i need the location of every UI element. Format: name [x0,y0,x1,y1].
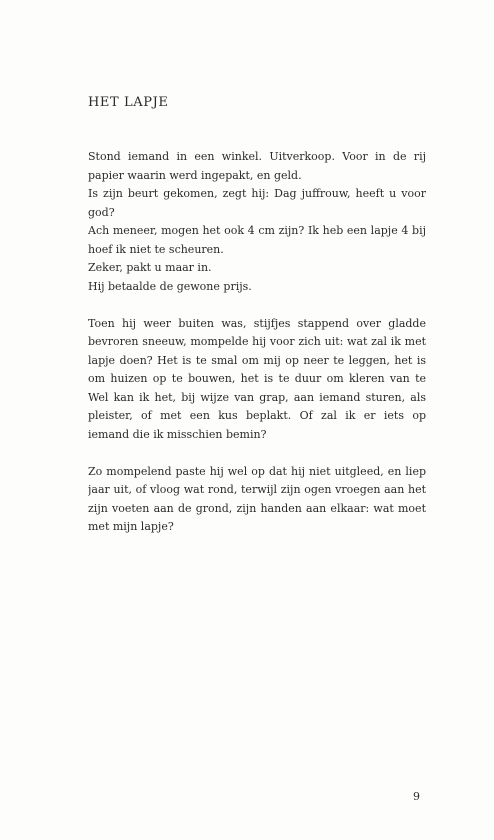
text-line: Wel kan ik het, bij wijze van grap, aan iemand sturen, als [88,390,426,404]
text-line: god? [88,205,115,219]
text-line: lapje doen? Het is te smal om mij op neer te leggen, het is [88,353,426,367]
text-line: iemand die ik misschien bemin? [88,427,267,441]
text-line: Toen hij weer buiten was, stijfjes stappend over gladde [88,316,426,330]
text-line: Stond iemand in een winkel. Uitverkoop. Voor in de rij [88,150,426,163]
text-line: met mijn lapje? [88,520,174,533]
paragraph-gap [88,296,426,315]
text-line: jaar uit, of vloog wat rond, terwijl zijn ogen vroegen aan het [88,483,426,496]
paragraph-1 [88,148,426,296]
text-line: papier waarin werd ingepakt, en geld. [88,168,302,182]
page-number: 9 [413,790,420,803]
story-text [88,148,426,537]
text-line: Ach meneer, mogen het ook 4 cm zijn? Ik heb een lapje 4 bij [88,224,426,237]
text-line: Zo mompelend paste hij wel op dat hij niet uitgleed, en liep [88,464,426,478]
text-line: om huizen op te bouwen, het is te duur om kleren van te [88,372,426,385]
text-line: hoef ik niet te scheuren. [88,242,224,256]
paragraph-gap [88,444,426,463]
chapter-title: HET LAPJE [88,95,169,110]
text-line: pleister, of met een kus beplakt. Of zal ik er iets op [88,409,426,422]
paragraph-2 [88,315,426,445]
paragraph-3 [88,463,426,537]
text-line: bevroren sneeuw, mompelde hij voor zich uit: wat zal ik met [88,335,426,348]
text-line: zijn voeten aan de grond, zijn handen aan elkaar: wat moet [88,501,426,515]
text-line: Is zijn beurt gekomen, zegt hij: Dag juffrouw, heeft u voor [88,187,426,200]
text-line: Zeker, pakt u maar in. [88,261,212,274]
text-line: Hij betaalde de gewone prijs. [88,279,252,293]
